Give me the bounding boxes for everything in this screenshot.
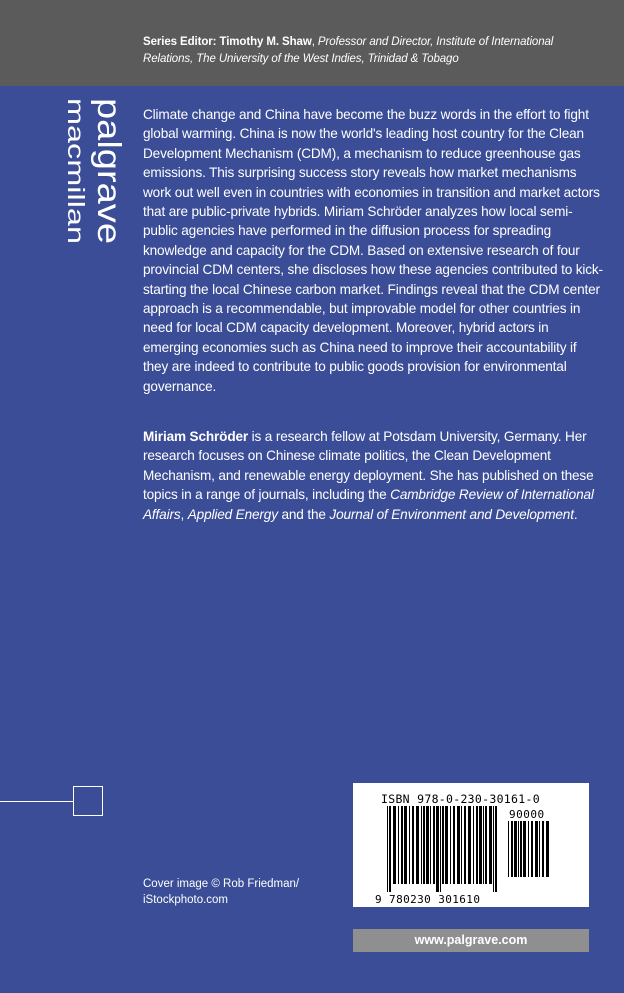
barcode-bar — [514, 821, 517, 877]
barcode-bar — [468, 806, 471, 884]
cover-credit-line1: Cover image © Rob Friedman/ — [143, 878, 300, 890]
barcode-bar — [421, 806, 422, 884]
brand-line-macmillan: macmillan — [63, 98, 89, 202]
series-editor-affiliation: Professor and Director, Institute of International Relations, The University of the West Indies, Trinidad & Tobago — [143, 36, 554, 65]
barcode-bar — [398, 806, 399, 884]
barcode-bar — [531, 821, 533, 877]
barcode-bar — [445, 806, 448, 884]
barcode-bar — [393, 806, 396, 884]
barcode-bar — [473, 806, 474, 884]
barcode-bar — [409, 806, 410, 884]
barcode-bar — [412, 806, 414, 884]
journal-applied-energy: Applied Energy — [187, 506, 278, 522]
barcode-bar — [523, 821, 526, 877]
barcode-bar — [528, 821, 529, 877]
decorative-square — [73, 786, 103, 816]
series-editor-label: Series Editor: — [143, 36, 217, 48]
barcode-bar — [433, 806, 435, 884]
price-code: 90000 — [509, 808, 545, 821]
journal-environment: Journal of Environment and Development — [329, 506, 574, 522]
barcode-bar — [542, 821, 544, 877]
addon-barcode-bars — [508, 821, 586, 892]
barcode-bar — [476, 806, 478, 884]
barcode-bar — [426, 806, 429, 884]
barcode-bar — [436, 806, 439, 892]
palgrave-macmillan-logo — [62, 98, 128, 258]
author-bio: Miriam Schröder is a research fellow at Potsdam University, Germany. Her research focuses on Chinese climate politics, the Clean Development Mechanism, and renewable energy deployment. She has published on these topics in a range of journals, including the Cambridge Review of International Affairs, Applied Energy and the Journal of Environment and Development. — [143, 429, 594, 522]
series-editor-name: Timothy M. Shaw — [219, 36, 312, 48]
journal-cambridge: Cambridge Review of International Affairs — [143, 487, 594, 522]
barcode-bar — [485, 806, 487, 884]
barcode-bar — [495, 806, 497, 892]
barcode-bar — [489, 806, 492, 884]
barcode-bar — [453, 806, 455, 884]
barcode-bar — [508, 821, 509, 877]
brand-line-palgrave: palgrave — [91, 98, 128, 225]
barcode-bar — [511, 821, 513, 877]
barcode-bar — [479, 806, 482, 884]
book-description: Climate change and China have become the buzz words in the effort to fight global warming. China is now the world's leading host country for the Clean Development Mechanism (CDM), a mechanism to reduce greenhouse gas emissions. This surprising success story reveals how market mechanisms work out well even in countries with economies in transition and market actors that are public-private hybrids. Miriam Schröder analyzes how local semi-public agencies have performed in the diffusion process for spreading knowledge and capacity for the CDM. Based on extensive research of four provincial CDM centers, she discloses how these agencies contributed to kick-starting the local Chinese carbon market. Findings reveal that the CDM center approach is a recommendable, but improvable model for other countries in need for local CDM capacity development. Moreover, hybrid actors in emerging economies such as China need to improve their accountability if they are indeed to contribute to public goods provision for environmental governance. — [143, 107, 603, 394]
barcode-bar — [464, 806, 466, 884]
barcode-bar — [404, 806, 407, 884]
barcode-bar — [546, 821, 549, 877]
barcode-bar — [493, 806, 494, 892]
barcode-bar — [387, 806, 388, 892]
barcode-bar — [450, 806, 451, 884]
barcode-bar — [442, 806, 444, 884]
bio-text: is a research fellow at Potsdam University, Germany. Her research focuses on Chinese climate politics, the Clean Development Mechanism, and renewable energy deployment. She has published on these topics in a range of journals, including the — [143, 429, 594, 503]
cover-image-credit — [143, 876, 343, 908]
decorative-rule-line — [0, 801, 74, 802]
barcode-bar — [539, 821, 540, 877]
ean-digits: 9 780230 301610 — [375, 893, 481, 906]
barcode-bar — [457, 806, 460, 884]
barcode-bar — [535, 821, 538, 877]
barcode-bar — [389, 806, 391, 892]
ean-barcode-bars — [387, 806, 500, 892]
barcode-bar — [401, 806, 403, 884]
publisher-website[interactable]: www.palgrave.com — [353, 929, 589, 952]
barcode-bar — [416, 806, 419, 884]
barcode-bar — [518, 821, 519, 877]
series-editor-band — [0, 0, 624, 86]
barcode-bar — [483, 806, 484, 884]
author-name: Miriam Schröder — [143, 429, 249, 444]
barcode-bar — [520, 821, 522, 877]
barcode-bar — [423, 806, 425, 884]
isbn-number: ISBN 978-0-230-30161-0 — [381, 792, 540, 806]
cover-credit-line2: iStockphoto.com — [143, 894, 229, 906]
barcode-bar — [440, 806, 441, 892]
barcode-bar — [461, 806, 462, 884]
barcode-bar — [430, 806, 431, 884]
series-editor-credit: Series Editor: Timothy M. Shaw, Professor and Director, Institute of International Relations, The University of the West Indies, Trinidad & Tobago — [143, 36, 554, 65]
